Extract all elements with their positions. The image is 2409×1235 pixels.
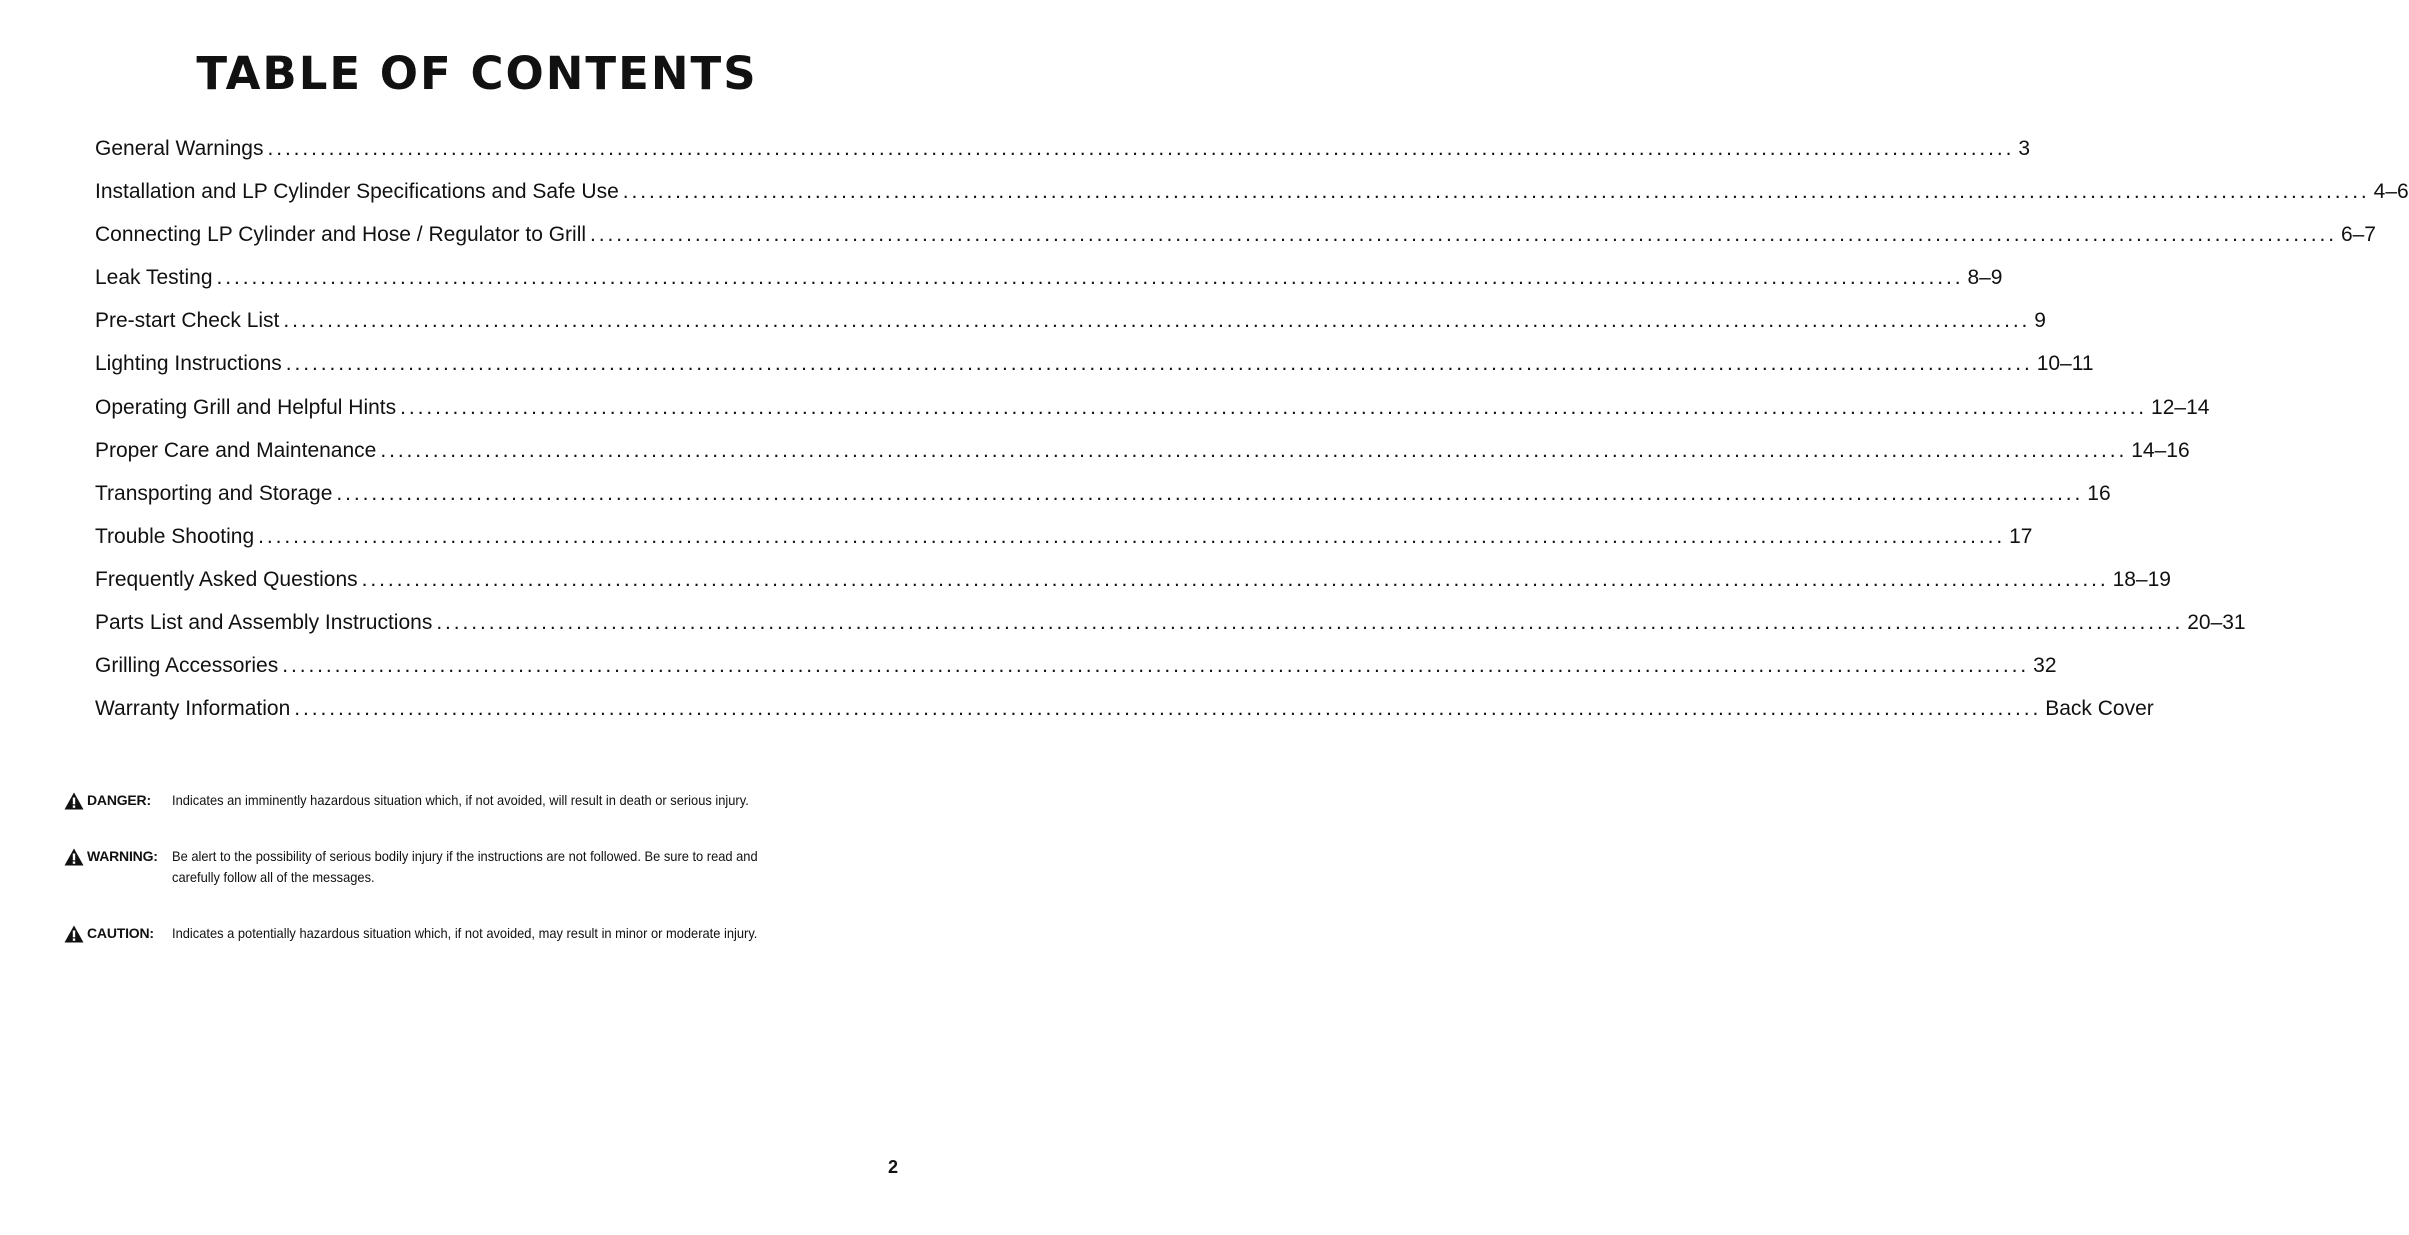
toc-entry-title: Pre-start Check List (95, 309, 280, 333)
toc-entry-proper-care[interactable] (95, 434, 2190, 477)
toc-entry-title: Grilling Accessories (95, 654, 279, 678)
toc-dot-leader: ........................................................................................................................................................................................................ (400, 395, 2148, 419)
toc-entry-page: 32 (2033, 654, 2057, 678)
toc-dot-leader: ........................................................................................................................................................................................................ (267, 137, 2015, 160)
toc-entry-page: 9 (2034, 309, 2046, 333)
toc-entry-leak-testing[interactable] (95, 261, 2003, 304)
toc-dot-leader: ........................................................................................................................................................................................................ (622, 180, 2370, 204)
notice-danger (64, 790, 854, 811)
toc-dot-leader: ........................................................................................................................................................................................................ (361, 567, 2109, 591)
toc-entry-lighting-instructions[interactable] (95, 347, 2094, 390)
toc-dot-leader: ........................................................................................................................................................................................................ (282, 654, 2030, 678)
toc-entry-page: 4–6 (2373, 180, 2409, 204)
toc-entry-title: Trouble Shooting (95, 524, 255, 548)
toc-entry-title: Warranty Information (95, 697, 291, 721)
notice-label (64, 923, 172, 944)
warning-triangle-icon (64, 848, 84, 866)
toc-entry-title: Leak Testing (95, 266, 213, 290)
toc-entry-page: 10–11 (2036, 352, 2094, 376)
toc-entry-page: 12–14 (2151, 395, 2210, 419)
notice-text: Indicates a potentially hazardous situation which, if not avoided, may result in minor or moderate injury. (172, 925, 758, 941)
toc-entry-parts-list[interactable] (95, 606, 2246, 649)
toc-entry-faq[interactable] (95, 563, 2171, 606)
toc-entry-page: 3 (2018, 137, 2031, 160)
toc-entry-grilling-accessories[interactable] (95, 649, 2057, 692)
notice-text: Indicates an imminently hazardous situation which, if not avoided, will result in death or serious injury. (172, 792, 749, 808)
toc-dot-leader: ........................................................................................................................................................................................................ (590, 223, 2337, 247)
toc-entry-page: 20–31 (2187, 611, 2246, 635)
toc-entry-page: 6–7 (2340, 223, 2376, 247)
toc-entry-title: Installation and LP Cylinder Specifications and Safe Use (95, 180, 619, 204)
toc-dot-leader: ........................................................................................................................................................................................................ (294, 697, 2042, 721)
notice-label (64, 790, 172, 811)
toc-entry-title: General Warnings (95, 137, 264, 160)
toc-dot-leader: ........................................................................................................................................................................................................ (436, 611, 2184, 635)
notice-label (64, 846, 172, 867)
toc-dot-leader: ........................................................................................................................................................................................................ (216, 266, 1964, 290)
toc-entry-title: Connecting LP Cylinder and Hose / Regulator to Grill (95, 223, 587, 247)
toc-entry-title: Lighting Instructions (95, 352, 282, 376)
toc-entry-general-warnings[interactable] (95, 132, 2031, 175)
warning-triangle-icon (64, 925, 84, 943)
toc-entry-title: Parts List and Assembly Instructions (95, 611, 433, 635)
toc-entry-title: Operating Grill and Helpful Hints (95, 395, 397, 419)
notice-label-text: WARNING: (87, 848, 158, 864)
page-title: TABLE OF CONTENTS (196, 47, 758, 100)
warning-triangle-icon (64, 792, 84, 810)
toc-entry-title: Transporting and Storage (95, 481, 333, 505)
notice-label-text: CAUTION: (87, 925, 154, 941)
toc-entry-pre-start-check-list[interactable] (95, 304, 2046, 347)
toc-dot-leader: ........................................................................................................................................................................................................ (380, 438, 2128, 462)
toc-entry-page: 17 (2009, 524, 2033, 548)
toc-entry-page: 8–9 (1967, 266, 2003, 290)
safety-notices (64, 790, 854, 979)
toc-entry-warranty-information[interactable] (95, 692, 2154, 735)
notice-label-text: DANGER: (87, 792, 151, 808)
notice-caution (64, 923, 854, 944)
notice-text: Be alert to the possibility of serious bodily injury if the instructions are not followed. Be sure to read and carefully follow all of the messages. (172, 848, 758, 885)
toc-entry-title: Proper Care and Maintenance (95, 438, 377, 462)
toc-entry-page: Back Cover (2045, 697, 2154, 721)
toc-entry-title: Frequently Asked Questions (95, 567, 358, 591)
toc-dot-leader: ........................................................................................................................................................................................................ (336, 481, 2084, 505)
toc-entry-transporting-storage[interactable] (95, 477, 2111, 520)
toc-entry-trouble-shooting[interactable] (95, 520, 2033, 563)
toc-entry-operating-grill[interactable] (95, 391, 2210, 434)
table-of-contents (95, 132, 2409, 735)
toc-entry-page: 14–16 (2131, 438, 2190, 462)
toc-dot-leader: ........................................................................................................................................................................................................ (258, 524, 2006, 548)
toc-entry-installation[interactable] (95, 175, 2409, 218)
toc-entry-page: 16 (2087, 481, 2111, 505)
notice-warning (64, 846, 854, 888)
toc-entry-connecting-lp-cylinder[interactable] (95, 218, 2376, 261)
toc-entry-page: 18–19 (2112, 567, 2171, 591)
toc-dot-leader: ........................................................................................................................................................................................................ (285, 352, 2033, 376)
page-number: 2 (887, 1157, 898, 1177)
toc-dot-leader: ........................................................................................................................................................................................................ (283, 309, 2031, 333)
